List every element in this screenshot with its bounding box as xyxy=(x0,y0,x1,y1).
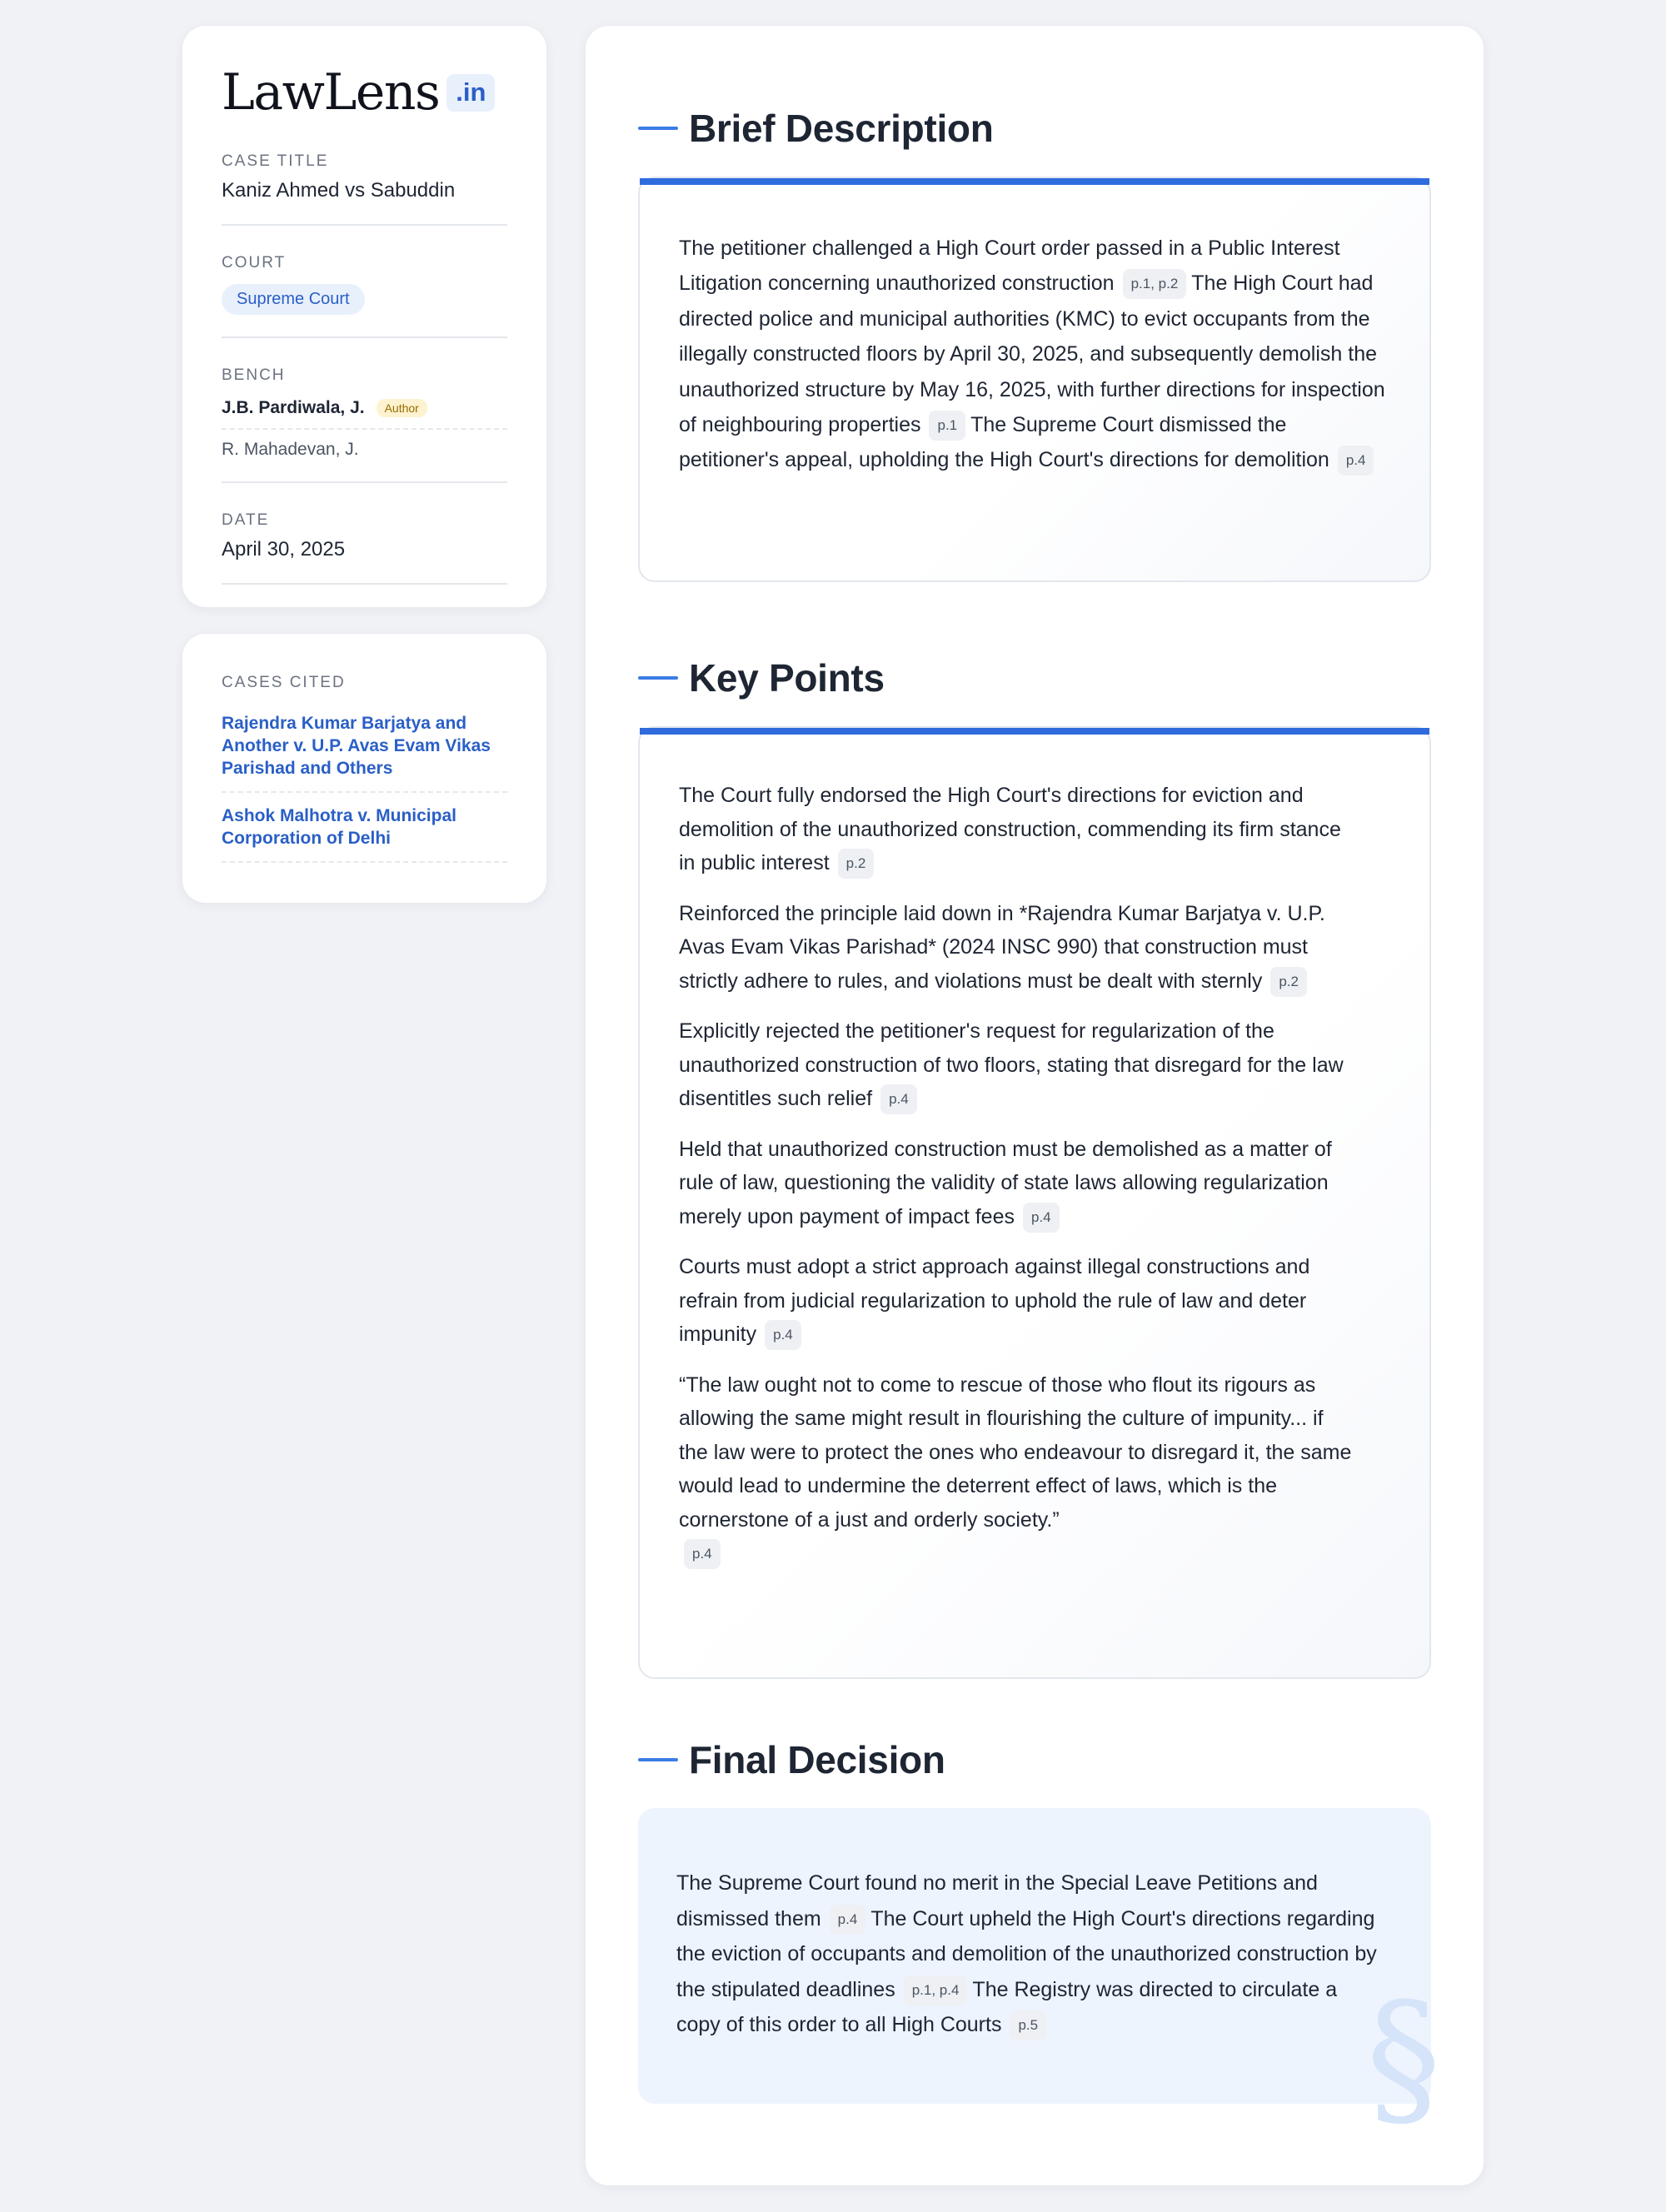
section-title: Final Decision xyxy=(689,1738,945,1781)
page-citation[interactable]: p.4 xyxy=(1023,1203,1060,1233)
cited-case-link[interactable]: Rajendra Kumar Barjatya and Another v. U.P. Avas Evam Vikas Parishad and Others xyxy=(222,700,507,793)
cases-cited-label: CASES CITED xyxy=(222,674,346,691)
date-label: DATE xyxy=(222,511,270,529)
page-citation[interactable]: p.5 xyxy=(1010,2010,1046,2040)
court-label: COURT xyxy=(222,254,287,272)
case-title-block xyxy=(222,152,507,226)
brief-description-text xyxy=(640,178,1429,478)
decision-sentence: The Supreme Court found no merit in the Special Leave Petitions and dismissed them xyxy=(676,1871,1318,1931)
page-citation[interactable]: p.1, p.4 xyxy=(904,1975,968,2005)
key-points-panel xyxy=(638,726,1431,1679)
bench-label: BENCH xyxy=(222,366,286,384)
sidebar xyxy=(182,26,546,903)
section-header xyxy=(638,106,1431,151)
page-citation[interactable]: p.4 xyxy=(765,1320,801,1350)
court-block xyxy=(222,254,507,338)
key-point-text: Reinforced the principle laid down in *Rajendra Kumar Barjatya v. U.P. Avas Evam Vikas Parishad* (2024 INSC 990) that construction must strictly adhere to rules, and violations must be dealt with sternly xyxy=(679,901,1325,993)
case-title-label: CASE TITLE xyxy=(222,152,329,170)
page-citation[interactable]: p.2 xyxy=(838,849,875,879)
date-block xyxy=(222,511,507,585)
decision-sentence: The Registry was directed to circulate a copy of this order to all High Courts xyxy=(676,1977,1338,2037)
author-badge: Author xyxy=(377,399,427,417)
key-points-section xyxy=(638,655,1431,1679)
bench-block xyxy=(222,366,507,483)
key-point xyxy=(679,1250,1354,1352)
key-point-text: The Court fully endorsed the High Court's directions for eviction and demolition of the unauthorized construction, commending its firm stance in public interest xyxy=(679,784,1341,874)
summary-sentence: The petitioner challenged a High Court order passed in a Public Interest Litigation concerning unauthorized construction xyxy=(679,237,1340,296)
page-citation[interactable]: p.4 xyxy=(830,1905,866,1935)
cases-cited-card xyxy=(182,634,546,903)
bench-judge xyxy=(222,430,507,470)
judge-name: R. Mahadevan, J. xyxy=(222,440,359,459)
key-point-text: Held that unauthorized construction must be demolished as a matter of rule of law, questioning the validity of state laws allowing regularization merely upon payment of impact fees xyxy=(679,1137,1332,1228)
key-point-quote xyxy=(679,1368,1354,1571)
key-point-text: “The law ought not to come to rescue of those who flout its rigours as allowing the same might result in flourishing the culture of impunity... if the law were to protect the ones who endeavour to disregard it, the same would lead to undermine the deterrent effect of laws, which is the cornerstone of a just and orderly society.” xyxy=(679,1373,1352,1532)
brief-description-panel xyxy=(638,177,1431,582)
bench-judge xyxy=(222,393,507,430)
section-title: Brief Description xyxy=(689,107,994,150)
final-decision-section xyxy=(638,1737,1441,2145)
brief-description-section xyxy=(638,106,1431,582)
logo-tld-badge: .in xyxy=(446,74,495,112)
judge-name: J.B. Pardiwala, J. xyxy=(222,398,365,417)
case-meta-card xyxy=(182,26,546,607)
section-title: Key Points xyxy=(689,656,885,700)
panel-accent-bar xyxy=(640,728,1429,735)
section-symbol-icon: § xyxy=(1366,1971,1441,2145)
key-point xyxy=(679,1014,1354,1116)
section-header xyxy=(638,1737,1431,1782)
page-citation[interactable]: p.4 xyxy=(684,1539,721,1569)
summary-sentence: The High Court had directed police and municipal authorities (KMC) to evict occupants from the illegally constructed floors by April 30, 2025, and subsequently demolish the unauthorized structure by May 16, 2025, with further directions for inspection of neighbouring properties xyxy=(679,272,1385,437)
key-point-text: Explicitly rejected the petitioner's request for regularization of the unauthorized construction of two floors, stating that disregard for the law disentitles such relief xyxy=(679,1019,1344,1110)
logo[interactable] xyxy=(222,63,507,122)
heading-accent-bar xyxy=(638,676,678,680)
court-badge: Supreme Court xyxy=(222,284,365,315)
page-citation[interactable]: p.2 xyxy=(1270,967,1307,997)
key-point xyxy=(679,779,1354,880)
key-point-text: Courts must adopt a strict approach against illegal constructions and refrain from judicial regularization to uphold the rule of law and deter impunity xyxy=(679,1255,1310,1346)
page-citation[interactable]: p.4 xyxy=(1338,446,1374,476)
case-title: Kaniz Ahmed vs Sabuddin xyxy=(222,179,456,202)
key-points-list xyxy=(640,728,1429,1571)
heading-accent-bar xyxy=(638,1758,678,1761)
judgment-summary xyxy=(586,26,1484,2185)
section-header xyxy=(638,655,1431,700)
final-decision-panel xyxy=(638,1808,1441,2145)
heading-accent-bar xyxy=(638,127,678,130)
key-point xyxy=(679,897,1354,999)
cited-case-link[interactable]: Ashok Malhotra v. Municipal Corporation of Delhi xyxy=(222,793,507,863)
final-decision-text xyxy=(638,1808,1431,2043)
judgment-date: April 30, 2025 xyxy=(222,538,346,560)
logo-wordmark: LawLens xyxy=(222,63,440,122)
key-point xyxy=(679,1133,1354,1234)
decision-sentence: The Court upheld the High Court's directions regarding the eviction of occupants and demolition of the unauthorized construction by the stipulated deadlines xyxy=(676,1906,1377,2001)
page-citation[interactable]: p.1 xyxy=(929,411,965,441)
page-citation[interactable]: p.4 xyxy=(880,1084,917,1114)
panel-accent-bar xyxy=(640,178,1429,185)
summary-sentence: The Supreme Court dismissed the petitioner's appeal, upholding the High Court's directions for demolition xyxy=(679,413,1329,472)
page-citation[interactable]: p.1, p.2 xyxy=(1123,269,1187,299)
